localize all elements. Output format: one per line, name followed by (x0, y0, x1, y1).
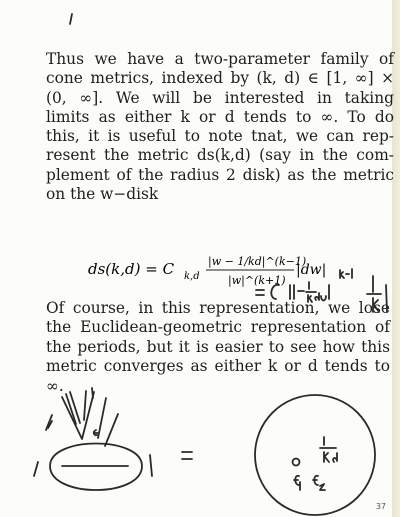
cone-strokes (66, 391, 86, 424)
equation-tail: |dw| (296, 262, 327, 278)
page-number: 37 (375, 502, 386, 511)
annotation-u (321, 296, 326, 301)
annotation-k (308, 295, 312, 302)
paragraph-2-line-5: ∞. (46, 376, 64, 395)
left-bracket (34, 462, 38, 476)
right-disk-eps1 (294, 476, 300, 490)
left-stray (46, 415, 52, 430)
paragraph-2-line-1: Of course, in this representation, we lose (46, 299, 390, 317)
right-disk-fraction (320, 437, 337, 462)
paragraph-1-line-8: on the w−disk (46, 185, 159, 204)
annotation-equals (256, 290, 264, 295)
right-disk-origin (293, 459, 300, 466)
annotation-fraction (306, 282, 316, 292)
right-bracket (150, 455, 152, 476)
annotation-exponent (340, 269, 352, 278)
paragraph-2-line-4: metric converges as either k or d tends to (46, 357, 390, 376)
equation-denominator: |w|^(k+1) (228, 274, 286, 287)
paragraph-2-line-3: the periods, but it is easier to see how this (46, 337, 390, 356)
paragraph-2-line-2: the Euclidean-geometric representation of (46, 318, 390, 337)
paragraph-1-line-2: cone metrics, indexed by (k, d) ∈ [1, ∞] × (46, 69, 394, 88)
cone-right-lines (98, 398, 118, 446)
annotation-d (315, 293, 319, 300)
top-pen-mark (70, 14, 72, 24)
right-disk-eps2-sub (320, 484, 325, 490)
equation-lhs-subscript: k,d (184, 271, 200, 282)
paragraph-1-line-7: plement of the radius 2 disk) as the metric (46, 165, 394, 184)
epsilon1-tick (92, 388, 93, 398)
equation-lhs: ds(k,d) = C (88, 260, 175, 278)
margin-fraction (367, 276, 381, 312)
sketch-equals (182, 452, 192, 459)
paragraph-1-line-6: resent the metric ds(k,d) (say in the com- (46, 146, 394, 165)
equation-numerator: |w − 1/kd|^(k−1) (208, 255, 307, 268)
right-disk (255, 395, 375, 515)
paragraph-1-line-3: (0, ∞]. We will be interested in taking (46, 88, 394, 107)
paragraph-1-line-1: Thus we have a two-parameter family of (46, 50, 394, 68)
right-disk-eps2 (313, 476, 318, 485)
epsilon2-mark (94, 430, 98, 435)
paragraph-1-line-5: this, it is useful to note tnat, we can rep- (46, 127, 394, 146)
paragraph-1-line-4: limits as either k or d tends to ∞. To do (46, 107, 394, 126)
margin-bar (386, 285, 387, 312)
annotation-C (271, 285, 279, 299)
annotation-bars (290, 285, 294, 299)
